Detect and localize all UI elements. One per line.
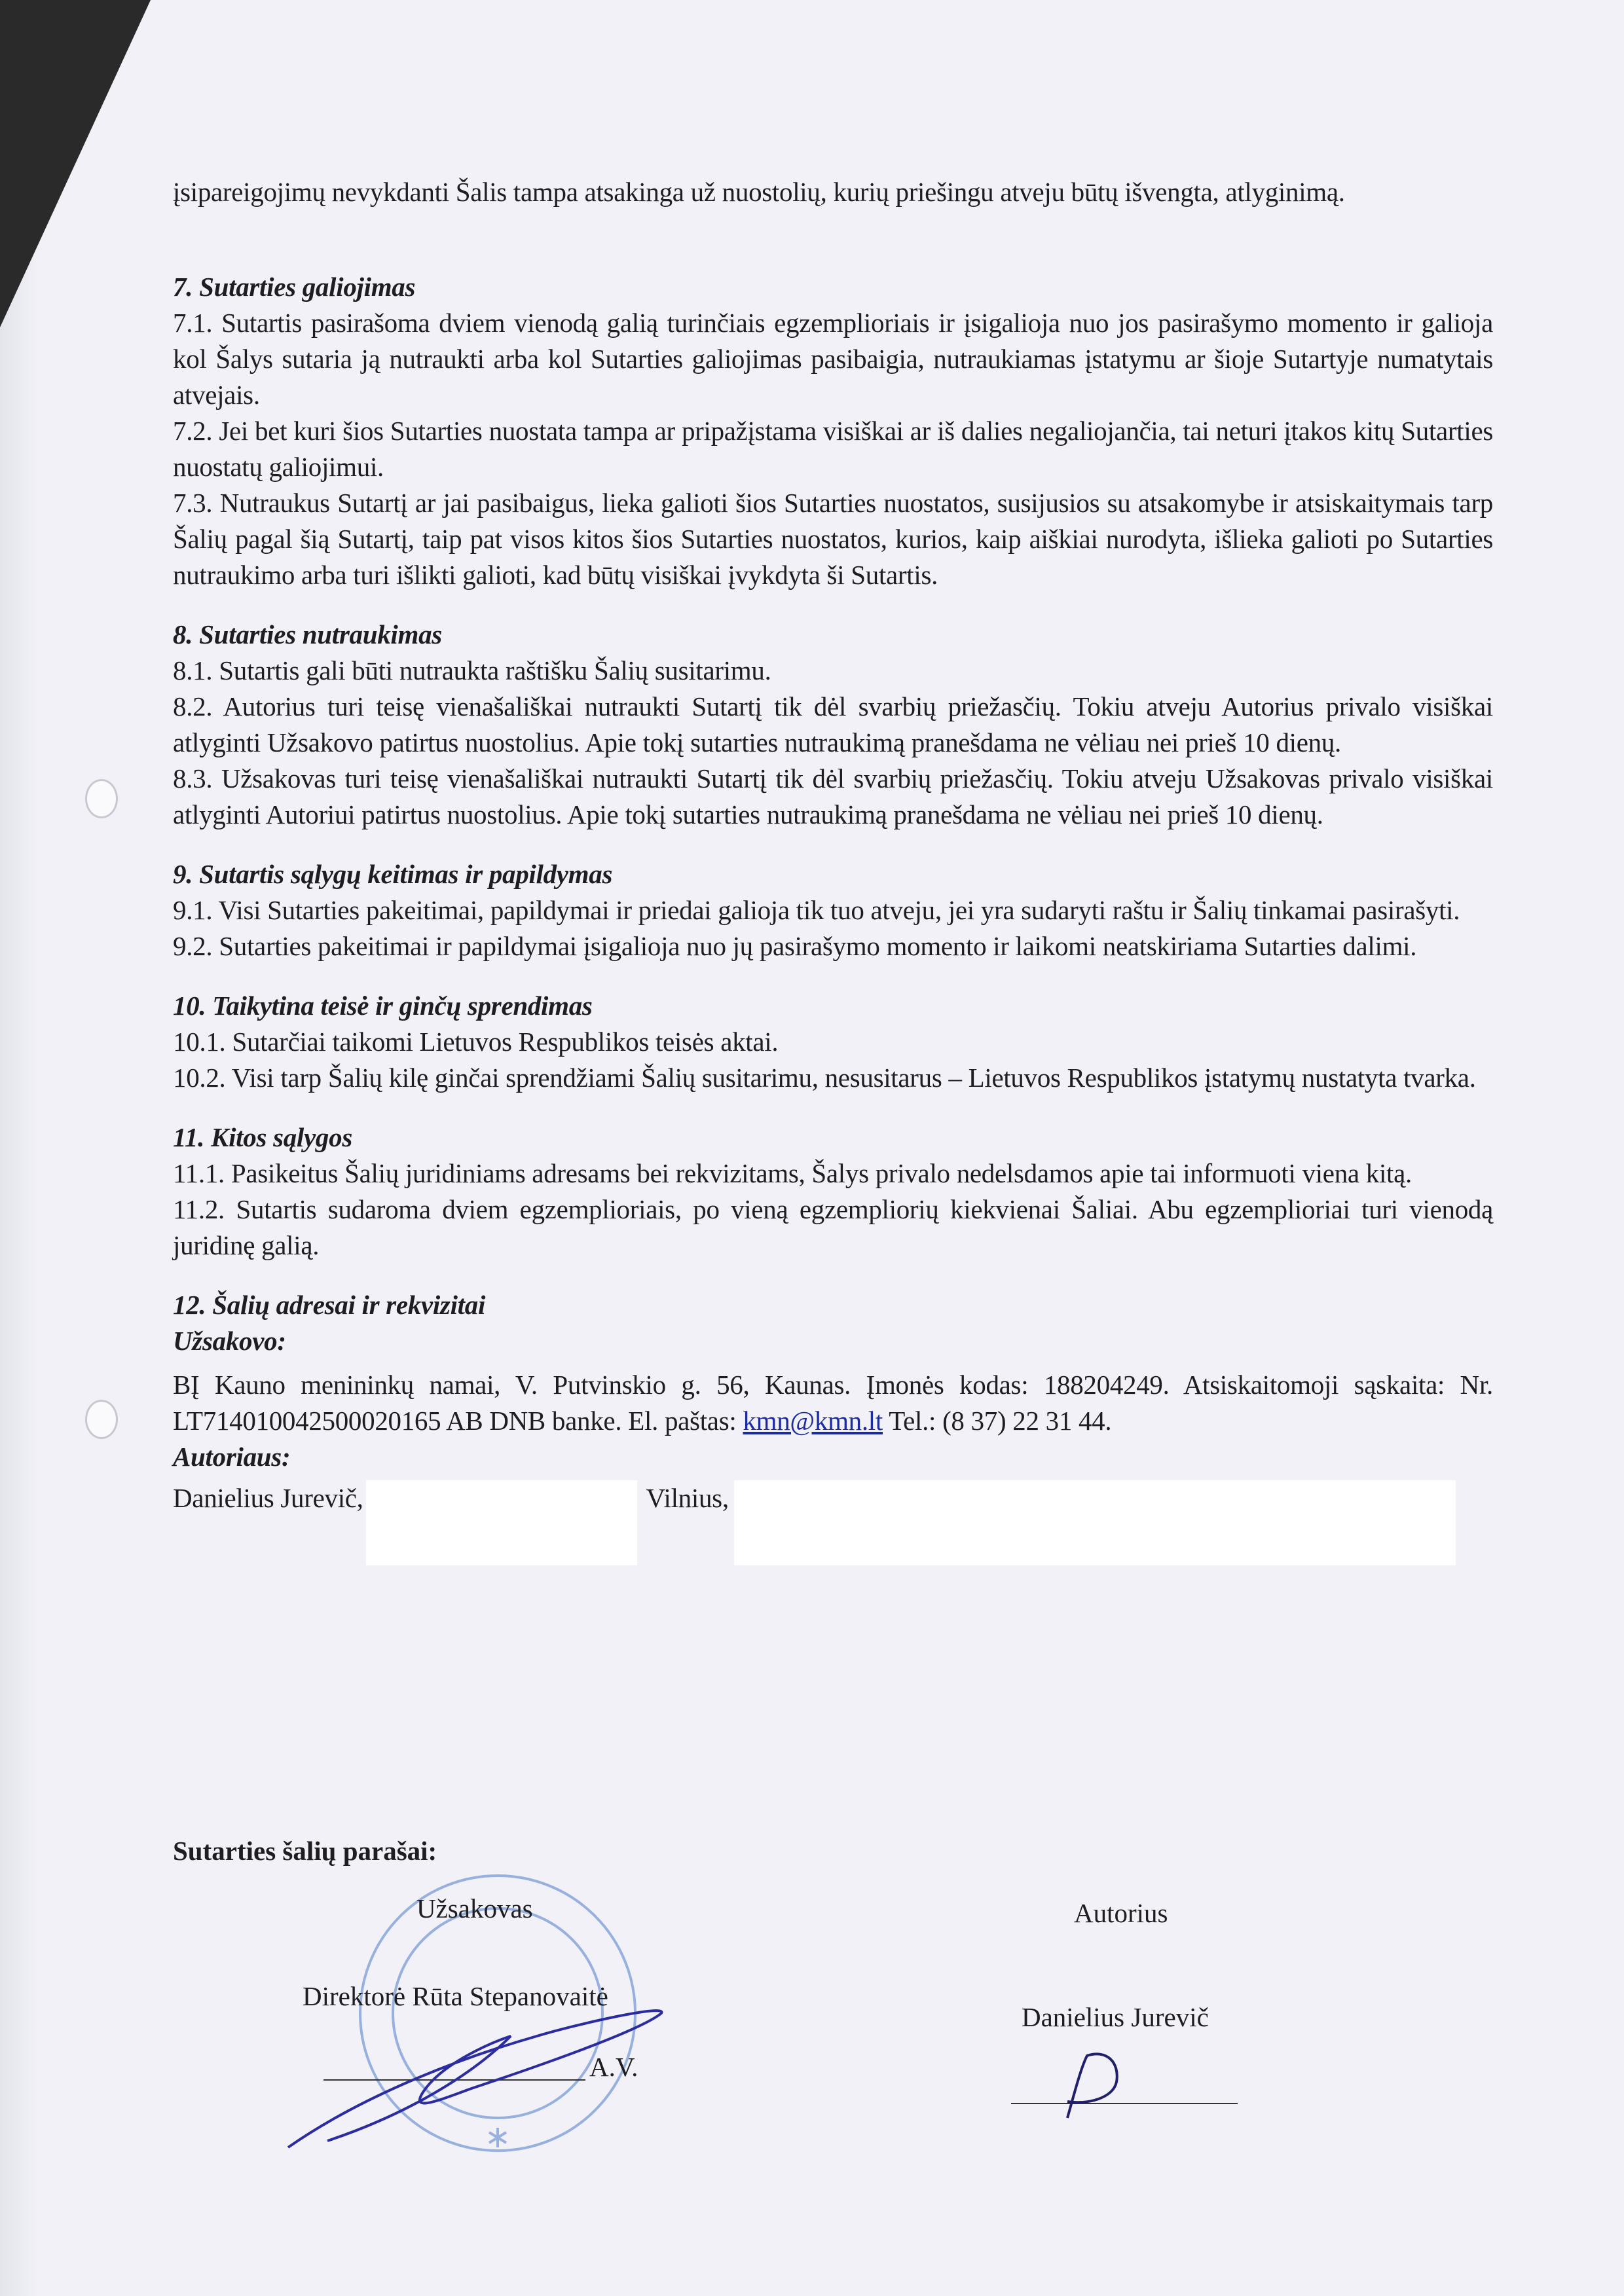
section-8 [173,617,1493,833]
clause: 8.2. Autorius turi teisę vienašališkai nutraukti Sutartį tik dėl svarbių priežasčių. Tokiu atveju Autorius privalo visiškai atlyginti Užsakovo patirtus nuostolius. Apie tokį sutarties nutraukimą pranešdama ne vėliau nei prieš 10 dienų. [173,691,1493,757]
redacted-area [366,1480,637,1565]
clause: 11.2. Sutartis sudaroma dviem egzemplioriais, po vieną egzempliorių kiekvienai Šaliai. Abu egzemplioriai turi vienodą juridinę galią. [173,1194,1493,1260]
author-name: Danielius Jurevič, [173,1483,363,1513]
section-10 [173,988,1493,1096]
client-text: BĮ Kauno menininkų namai, V. Putvinskio g. 56, Kaunas. Įmonės kodas: 188204249. Atsiskaitomoji sąskaita: Nr. LT714010042500020165 AB DNB banke. El. paštas: [173,1370,1493,1436]
client-signer: Direktorė Rūta Stepanovaitė [303,1981,608,2011]
signatures-title: Sutarties šalių parašai: [173,1836,437,1866]
author-city: Vilnius, [646,1483,729,1513]
punch-hole [85,1400,118,1439]
folded-corner [0,0,151,327]
section-title: 8. Sutarties nutraukimas [173,619,442,649]
phone: Tel.: (8 37) 22 31 44. [889,1406,1112,1436]
author-role: Autorius [1074,1898,1168,1928]
intro-text: įsipareigojimų nevykdanti Šalis tampa atsakinga už nuostolių, kurių priešingu atveju būtų išvengta, atlyginimą. [173,177,1345,207]
clause: 8.1. Sutartis gali būti nutraukta raštišku Šalių susitarimu. [173,655,771,685]
clause: 8.3. Užsakovas turi teisę vienašališkai nutraukti Sutartį tik dėl svarbių priežasčių. Tokiu atveju Užsakovas privalo visiškai atlyginti Autoriui patirtus nuostolius. Apie tokį sutarties nutraukimą pranešdama ne vėliau nei prieš 10 dienų. [173,763,1493,829]
stamp-mark: A.V. [589,2052,638,2082]
clause: 10.2. Visi tarp Šalių kilę ginčai sprendžiami Šalių susitarimu, nesusitarus – Lietuvos Respublikos įstatymų nustatyta tvarka. [173,1063,1476,1093]
section-title: 9. Sutartis sąlygų keitimas ir papildymas [173,859,613,889]
section-title: 12. Šalių adresai ir rekvizitai [173,1290,486,1320]
clause: 9.2. Sutarties pakeitimai ir papildymai įsigalioja nuo jų pasirašymo momento ir laikomi neatskiriama Sutarties dalimi. [173,931,1417,961]
document-body [173,174,1493,1565]
section-title: 11. Kitos sąlygos [173,1122,352,1152]
clause: 7.3. Nutraukus Sutartį ar jai pasibaigus, lieka galioti šios Sutarties nuostatos, susijusios su atsakomybe ir atsiskaitymais tarp Šalių pagal šią Sutartį, taip pat visos kitos šios Sutarties nuostatos, kurios, kaip aiškiai nurodyta, išlieka galioti po Sutarties nutraukimo arba turi išlikti galioti, kad būtų visiškai įvykdyta ši Sutartis. [173,488,1493,590]
client-signature [275,1990,681,2160]
author-label: Autoriaus: [173,1442,291,1472]
author-signature [1048,2043,1139,2121]
section-title: 10. Taikytina teisė ir ginčų sprendimas [173,991,593,1021]
clause: 10.1. Sutarčiai taikomi Lietuvos Respublikos teisės aktai. [173,1027,779,1057]
scan-edge-shadow [0,0,39,2296]
clause: 9.1. Visi Sutarties pakeitimai, papildymai ir priedai galioja tik tuo atveju, jei yra sudaryti raštu ir Šalių tinkamai pasirašyti. [173,895,1460,925]
section-12 [173,1287,1493,1565]
email-link[interactable]: kmn@kmn.lt [743,1406,883,1436]
clause: 7.1. Sutartis pasirašoma dviem vienodą galią turinčiais egzemplioriais ir įsigalioja nuo jos pasirašymo momento ir galioja kol Šalys sutaria ją nutraukti arba kol Sutarties galiojimas pasibaigia, nutraukiamas įstatymu ar šioje Sutartyje numatytais atvejais. [173,308,1493,410]
author-details [173,1480,1493,1565]
author-signer: Danielius Jurevič [1022,2002,1209,2032]
client-details [173,1367,1493,1439]
section-title: 7. Sutarties galiojimas [173,272,416,302]
client-role: Užsakovas [416,1893,533,1923]
redacted-area [734,1480,1456,1565]
section-9 [173,856,1493,964]
client-label: Užsakovo: [173,1326,286,1356]
clause: 7.2. Jei bet kuri šios Sutarties nuostata tampa ar pripažįstama visiškai ar iš dalies negaliojančia, tai neturi įtakos kitų Sutarties nuostatų galiojimui. [173,416,1493,482]
punch-hole [85,779,118,818]
clause: 11.1. Pasikeitus Šalių juridiniams adresams bei rekvizitams, Šalys privalo nedelsdamos apie tai informuoti viena kitą. [173,1158,1412,1188]
section-11 [173,1120,1493,1264]
section-7 [173,269,1493,593]
